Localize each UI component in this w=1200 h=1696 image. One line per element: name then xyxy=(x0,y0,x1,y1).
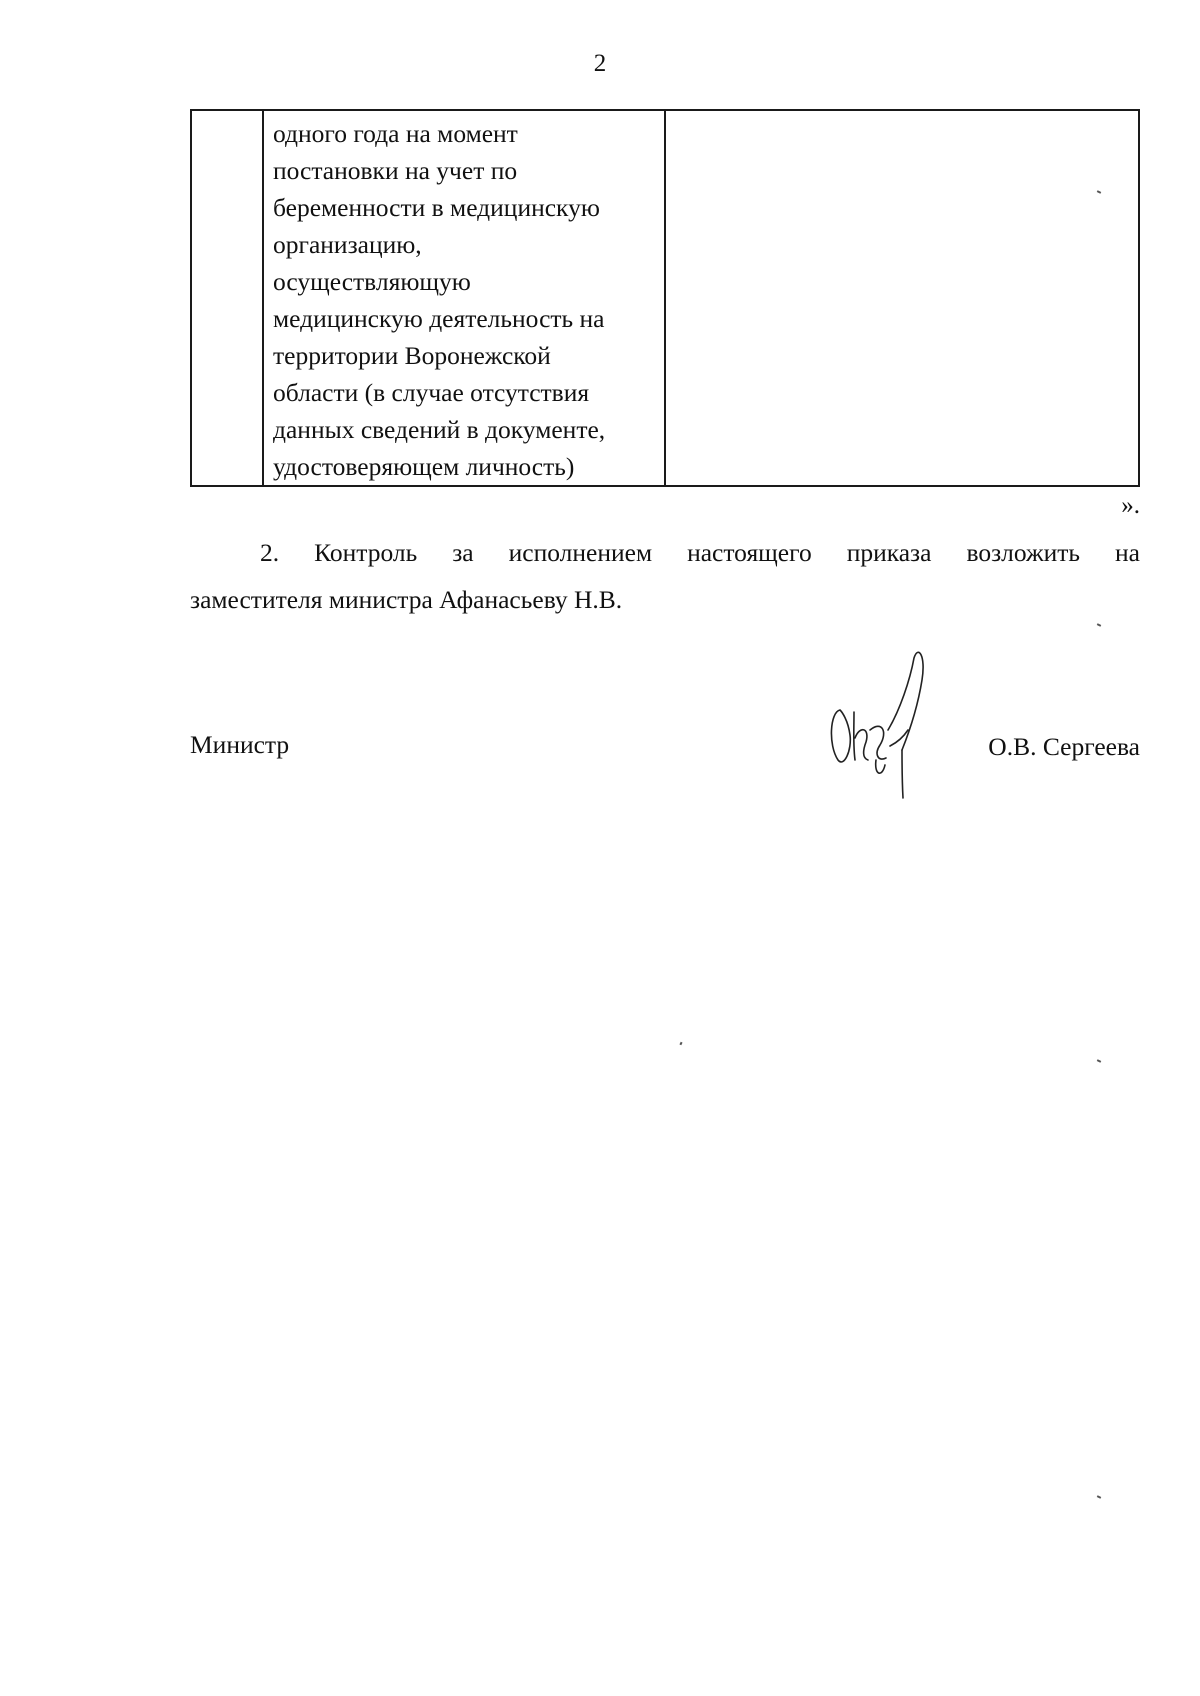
row-number-cell xyxy=(191,110,263,486)
description-line: организацию, xyxy=(273,230,422,259)
description-line: одного года на момент xyxy=(273,119,518,148)
description-line: данных сведений в документе, xyxy=(273,415,606,444)
description-line: осуществляющую xyxy=(273,267,471,296)
table-row xyxy=(191,110,1139,486)
description-line: области (в случае отсутствия xyxy=(273,378,590,407)
row-description-cell xyxy=(263,110,665,486)
description-line: удостоверяющем личность) xyxy=(273,452,575,481)
description-line: медицинскую деятельность на xyxy=(273,304,605,333)
row-value-cell xyxy=(665,110,1139,486)
description-line: территории Воронежской xyxy=(273,341,551,370)
paragraph-2-line-1: 2. Контроль за исполнением настоящего приказа возложить на xyxy=(260,538,1140,567)
description-line: беременности в медицинскую xyxy=(273,193,600,222)
row-description-text xyxy=(264,111,664,485)
description-line: постановки на учет по xyxy=(273,156,518,185)
handwritten-signature xyxy=(830,650,950,800)
scan-mark xyxy=(1097,1495,1101,1499)
signatory-name: О.В. Сергеева xyxy=(988,732,1140,761)
paragraph-2-line-2: заместителя министра Афанасьеву Н.В. xyxy=(190,585,623,614)
scan-mark xyxy=(679,1042,682,1046)
signatory-role: Министр xyxy=(190,730,290,759)
page-number: 2 xyxy=(593,50,607,77)
scan-mark xyxy=(1097,623,1101,627)
scan-mark xyxy=(1097,1059,1101,1063)
requirements-table xyxy=(190,109,1140,487)
closing-quote: ». xyxy=(1121,492,1140,519)
